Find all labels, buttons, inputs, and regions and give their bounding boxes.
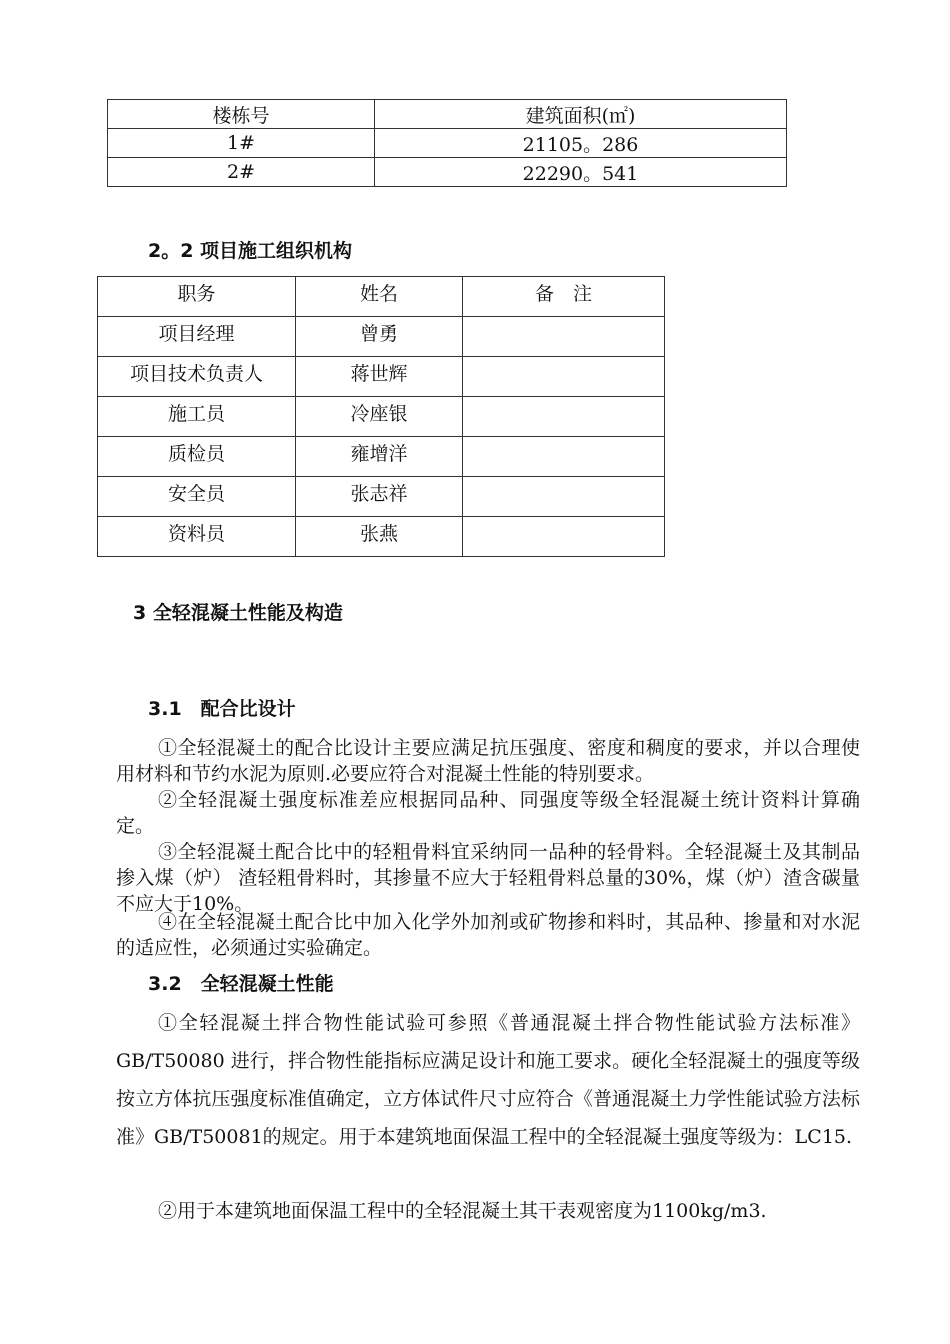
building-area-table — [107, 99, 787, 187]
table-row — [108, 158, 787, 187]
table-cell: 施工员 — [98, 397, 296, 437]
table-cell: 1# — [108, 129, 375, 158]
table-cell — [463, 317, 665, 357]
table-row — [98, 437, 665, 477]
table-cell — [463, 517, 665, 557]
table-row — [98, 317, 665, 357]
table-cell: 张志祥 — [296, 477, 463, 517]
table-header-cell: 建筑面积(㎡) — [375, 100, 787, 129]
table-cell: 22290。541 — [375, 158, 787, 187]
subsection-heading: 3.2 全轻混凝土性能 — [148, 973, 334, 995]
paragraph: ①全轻混凝土的配合比设计主要应满足抗压强度、密度和稠度的要求，并以合理使用材料和节约水泥为原则.必要应符合对混凝土性能的特别要求。 — [116, 737, 860, 785]
organization-table — [97, 276, 665, 557]
paragraph: ④在全轻混凝土配合比中加入化学外加剂或矿物掺和料时，其品种、掺量和对水泥的适应性，必须通过实验确定。 — [116, 911, 860, 959]
table-cell: 曾勇 — [296, 317, 463, 357]
paragraph: ②用于本建筑地面保温工程中的全轻混凝土其干表观密度为1100kg/m3. — [158, 1200, 767, 1222]
table-cell — [463, 437, 665, 477]
paragraph: ②全轻混凝土强度标准差应根据同品种、同强度等级全轻混凝土统计资料计算确定。 — [116, 789, 860, 837]
table-row — [98, 397, 665, 437]
table-cell: 项目经理 — [98, 317, 296, 357]
table-row — [98, 517, 665, 557]
paragraph: ③全轻混凝土配合比中的轻粗骨料宜采纳同一品种的轻骨料。全轻混凝土及其制品掺入煤（炉） 渣轻粗骨料时，其掺量不应大于轻粗骨料总量的30%，煤（炉）渣含碳量不应大于10%。 — [116, 841, 860, 915]
table-cell: 项目技术负责人 — [98, 357, 296, 397]
table-cell: 张燕 — [296, 517, 463, 557]
table-cell: 质检员 — [98, 437, 296, 477]
table-header-cell: 备 注 — [463, 277, 665, 317]
table-row — [98, 357, 665, 397]
table-header-cell: 姓名 — [296, 277, 463, 317]
table-cell — [463, 397, 665, 437]
table-cell — [463, 477, 665, 517]
table-row — [108, 129, 787, 158]
section-heading: 2。2 项目施工组织机构 — [148, 240, 353, 262]
table-cell: 冷座银 — [296, 397, 463, 437]
subsection-heading: 3.1 配合比设计 — [148, 698, 296, 720]
table-cell — [463, 357, 665, 397]
table-cell: 雍增洋 — [296, 437, 463, 477]
section-heading: 3 全轻混凝土性能及构造 — [133, 602, 343, 624]
table-header-row — [98, 277, 665, 317]
table-cell: 2# — [108, 158, 375, 187]
table-cell: 资料员 — [98, 517, 296, 557]
table-row — [98, 477, 665, 517]
table-cell: 21105。286 — [375, 129, 787, 158]
table-header-cell: 职务 — [98, 277, 296, 317]
table-header-cell: 楼栋号 — [108, 100, 375, 129]
table-cell: 安全员 — [98, 477, 296, 517]
table-cell: 蒋世辉 — [296, 357, 463, 397]
paragraph: ①全轻混凝土拌合物性能试验可参照《普通混凝土拌合物性能试验方法标准》GB/T50080 进行，拌合物性能指标应满足设计和施工要求。硬化全轻混凝土的强度等级按立方体抗压强度标准值确定，立方体试件尺寸应符合《普通混凝土力学性能试验方法标准》GB/T50081的规定。用于本建筑地面保温工程中的全轻混凝土强度等级为：LC15. — [116, 1012, 860, 1148]
table-header-row — [108, 100, 787, 129]
